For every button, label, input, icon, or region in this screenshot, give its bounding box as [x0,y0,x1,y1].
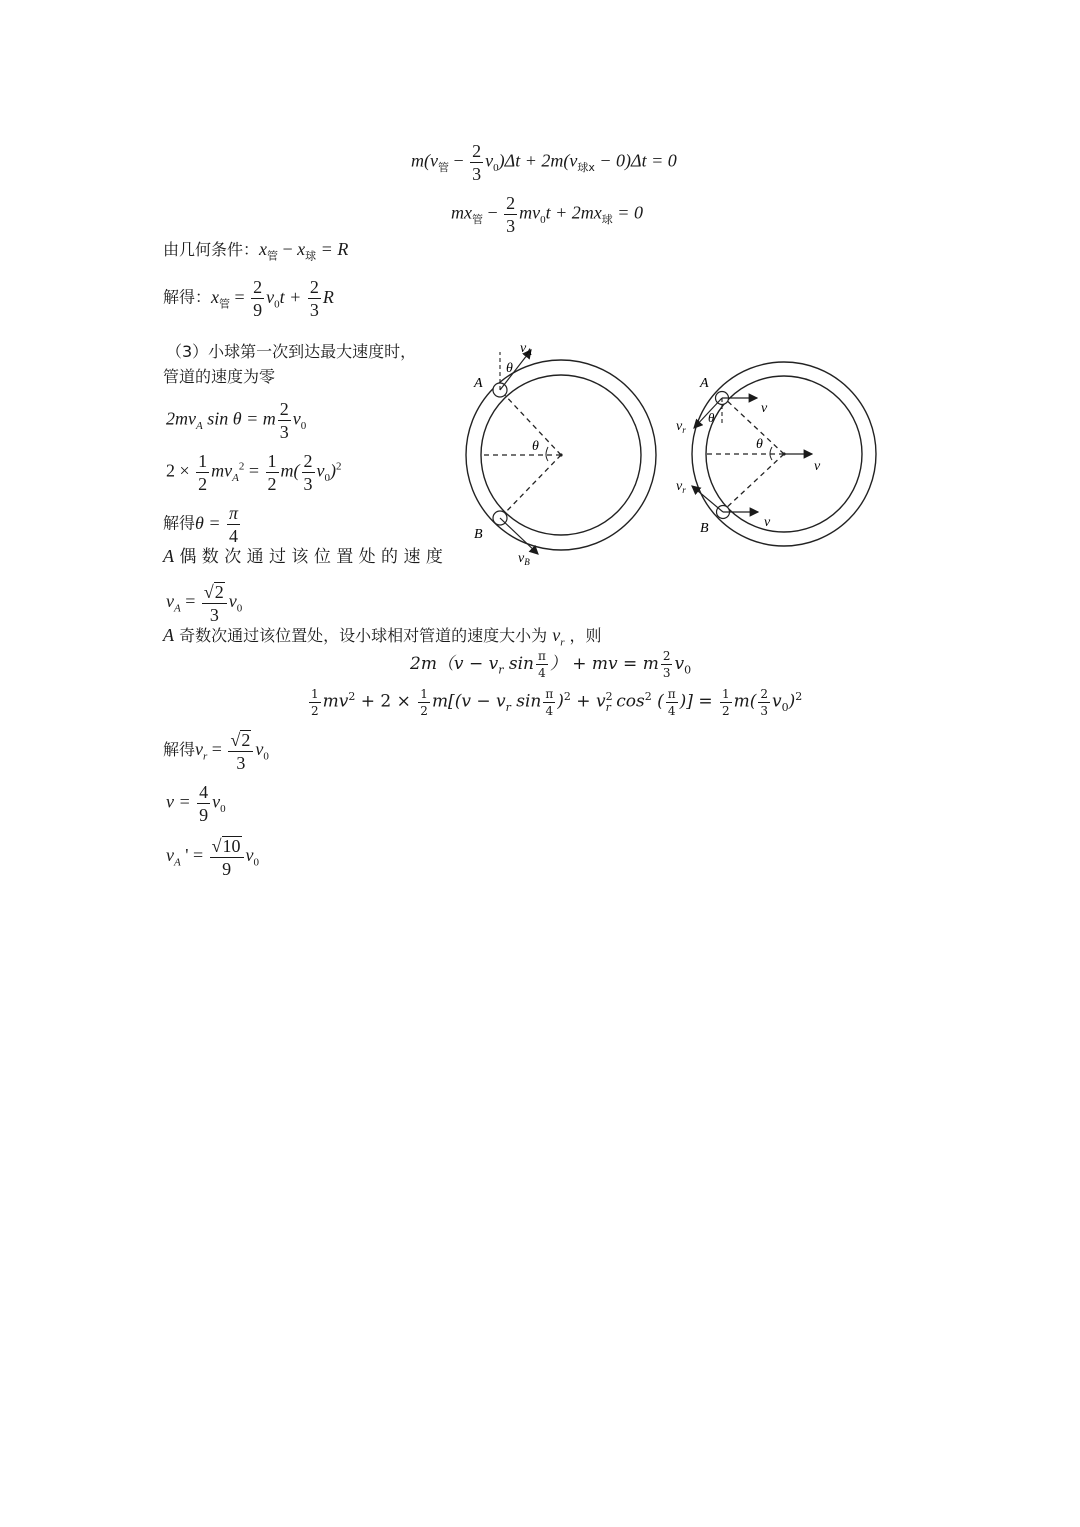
equation-odd-energy: $\frac{1}{2}$ $mv^2 + 2$ × $\frac{1}{2}$ $m[(v - v_r$ sin $\frac{\pi}{4}$ )$^2 + v^2_r$ $\cos^2$ ( $\frac{\pi}{4}$ )] = $\frac{1}{2}$ m( $\frac{2}{3}$ $v_0)^2$ [311,686,803,718]
equation-v: v = $\frac{4}{9}$ $v_0$ [166,782,226,825]
label-vB: $v_B$ [518,551,530,567]
label-B: B [700,521,709,536]
even-pass-statement: A 偶 数 次 通 过 该 位 置 处 的 速 度 [163,546,443,567]
equation-vA-prime: $v_A$ ' = $\frac{√10}{9}$ $v_0$ [166,836,260,879]
label-theta-center: θ [756,437,763,452]
solution-pipe-displacement: 解得：$x_管$ = $\frac{2}{9}$ $v_0t$ + $\frac{2}{3}$ R [163,277,334,320]
solution-vr: 解得$v_r$ = $\frac{√2}{3}$ $v_0$ [163,730,269,773]
part3-line1: （3）小球第一次到达最大速度时， [166,342,417,361]
label-theta-center: θ [532,439,539,454]
label-B: B [474,527,483,542]
equation-momentum-impulse: $m(v_管$ − $\frac{2}{3}$ $v_0)\Delta t + 2m(v_{球x} - 0)\Delta t = 0$ [411,141,677,184]
label-v-bottom: v [764,515,771,530]
part3-line2: 管道的速度为零 [163,367,276,386]
equation-odd-momentum: $2m(v - v_r$ sin $\frac{\pi}{4}$ ） + mv = m $\frac{2}{3}$ $v_0$ [410,649,692,680]
label-A: A [474,376,483,391]
geometry-condition-line: 由几何条件：$x_管 - x_球 = R$ [163,239,349,263]
equation-max-speed-energy: 2 × $\frac{1}{2}$ $mv_A^2$ = $\frac{1}{2}$ m( $\frac{2}{3}$ $v_0)^2$ [166,451,342,494]
figure-ring-odd-pass [672,360,882,550]
label-A: A [700,376,709,391]
label-vr-top: $v_r$ [676,419,686,435]
solution-theta: 解得θ = $\frac{\pi}{4}$ [163,503,239,546]
label-theta-top: θ [708,410,715,425]
equation-displacement: $mx_管$ − $\frac{2}{3}$ $mv_0t + 2mx_球 = 0$ [451,193,643,236]
label-vr-bottom: $v_r$ [676,479,686,495]
equation-vA-even: $v_A$ = $\frac{√2}{3}$ $v_0$ [166,582,243,625]
equation-max-speed-momentum: $2mv_A$ sin θ = m $\frac{2}{3}$ $v_0$ [166,399,307,442]
odd-pass-statement: A 奇数次通过该位置处，设小球相对管道的速度大小为 $v_r$ ，则 [163,625,602,649]
label-v-center: v [814,459,821,474]
label-v-top: v [761,401,768,416]
label-theta-top: θ [506,361,513,376]
figure-ring-even-pass [460,330,670,575]
label-vA: $v_A$ [520,341,532,357]
